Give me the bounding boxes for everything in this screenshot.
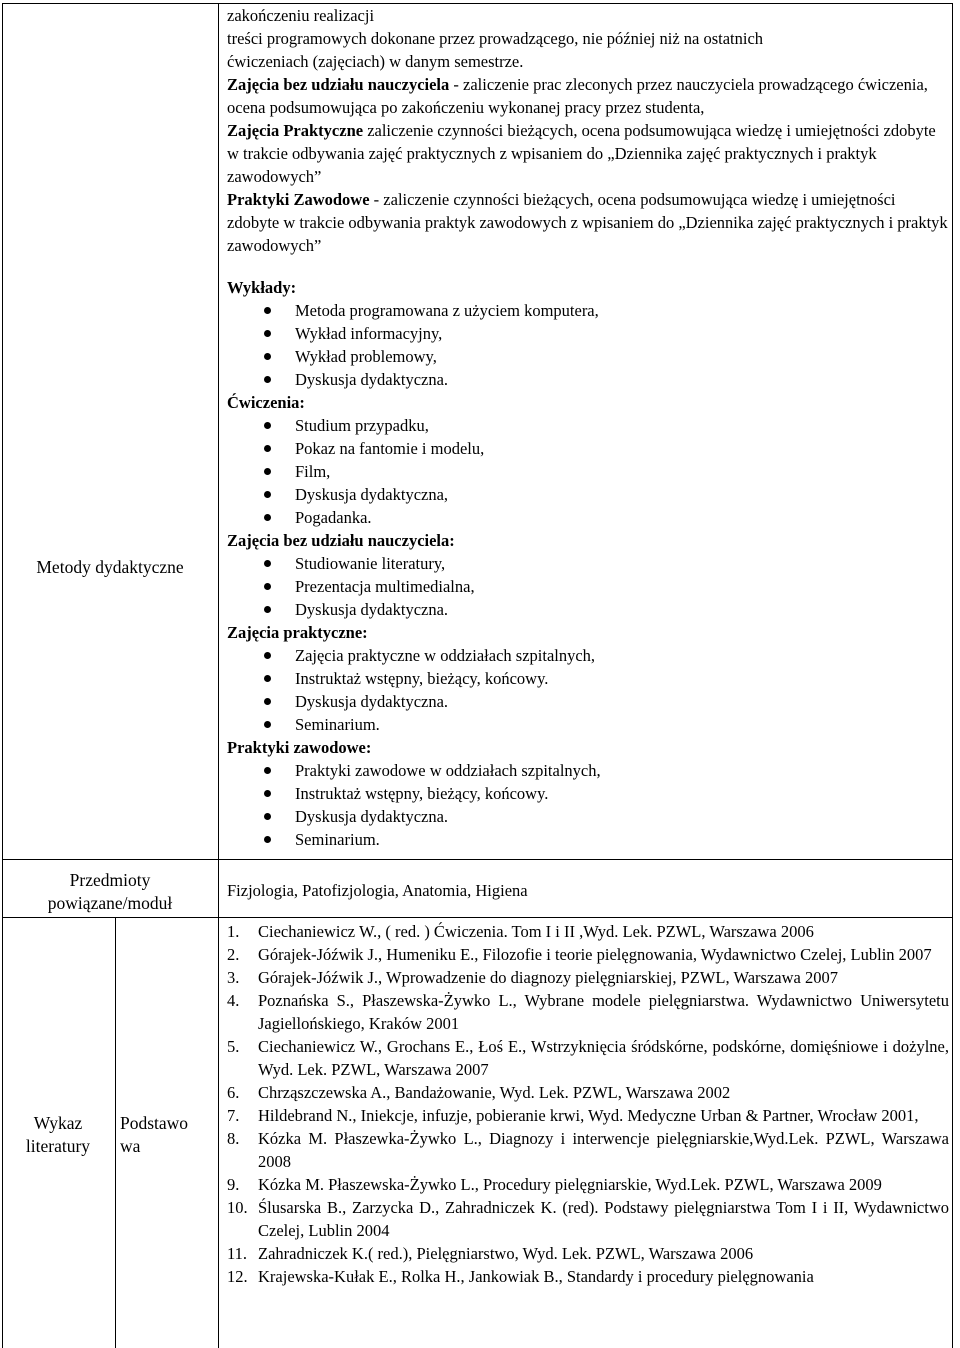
list-item: Dyskusja dydaktyczna. [227,598,951,621]
reference-item [227,1127,949,1173]
paragraph-bez-udzialu [227,73,951,119]
list-item: Studium przypadku, [227,414,951,437]
podstawowa-label [120,1112,210,1158]
paragraph-head: Praktyki Zawodowe [227,190,370,209]
literatura-cell [227,920,949,1288]
list-item: Seminarium. [227,828,951,851]
przedmioty-text: Fizjologia, Patofizjologia, Anatomia, Higiena [227,881,528,900]
podstawowa-text: Podstawowa [120,1113,189,1156]
table-column-divider [218,3,219,1348]
row-divider-przedmioty [2,917,953,918]
reference-text: Krajewska-Kułak E., Rolka H., Jankowiak B., Standardy i procedury pielęgnowania [258,1267,814,1286]
section-heading: Wykłady: [227,278,297,297]
literatura-list [227,920,949,1288]
list-item: Metoda programowana z użyciem komputera, [227,299,951,322]
list-item: Seminarium. [227,713,951,736]
list-item: Dyskusja dydaktyczna. [227,805,951,828]
reference-text: Kózka M. Płaszewska-Żywko L., Procedury pielęgniarskie, Wyd.Lek. PZWL, Warszawa 2009 [258,1175,882,1194]
praktyczne-list [227,644,951,736]
list-item: Pokaz na fantomie i modelu, [227,437,951,460]
text-line: treści programowych dokonane przez prowadzącego, nie później niż na ostatnich [227,29,764,48]
paragraph-body: - zaliczenie prac zleconych przez nauczyciela prowadzącego ćwiczenia, ocena podsumowująca po zakończeniu wykonanej pracy przez studenta, [227,75,928,117]
reference-number: 1. [227,922,240,941]
reference-item [227,1242,949,1265]
reference-text: Górajek-Jóźwik J., Humeniku E., Filozofie i teorie pielęgnowania, Wydawnictwo Czelej, Lublin 2007 [258,945,932,964]
paragraph-head: Zajęcia Praktyczne [227,121,364,140]
reference-number: 12. [227,1267,248,1286]
reference-item [227,1104,949,1127]
reference-item [227,1196,949,1242]
reference-item [227,989,949,1035]
reference-number: 4. [227,991,240,1010]
text-line: ćwiczeniach (zajęciach) w danym semestrze. [227,52,524,71]
table-border-left [2,3,3,1348]
list-item: Studiowanie literatury, [227,552,951,575]
reference-item [227,1265,949,1288]
subcolumn-divider [115,917,116,1348]
text-line: zakończeniu realizacji [227,6,375,25]
reference-number: 10. [227,1198,248,1217]
section-heading: Ćwiczenia: [227,393,305,412]
reference-number: 2. [227,945,240,964]
reference-number: 9. [227,1175,240,1194]
reference-item [227,1035,949,1081]
zawodowe-list [227,759,951,851]
reference-text: Ciechaniewicz W., ( red. ) Ćwiczenia. Tom I i II ,Wyd. Lek. PZWL, Warszawa 2006 [258,922,814,941]
list-item: Dyskusja dydaktyczna, [227,483,951,506]
reference-text: Górajek-Jóźwik J., Wprowadzenie do diagnozy pielęgniarskiej, PZWL, Warszawa 2007 [258,968,838,987]
list-item: Instruktaż wstępny, bieżący, końcowy. [227,667,951,690]
reference-number: 11. [227,1244,248,1263]
section-heading: Zajęcia bez udziału nauczyciela: [227,531,455,550]
table-border-right [952,3,953,1348]
paragraph-praktyczne [227,119,951,188]
cwiczenia-list [227,414,951,529]
list-item: Film, [227,460,951,483]
paragraph-body: zaliczenie czynności bieżących, ocena podsumowująca wiedzę i umiejętności zdobyte w trakcie odbywania zajęć praktycznych z wpisaniem do „Dziennika zajęć praktycznych i praktyk zawodowych” [227,121,936,186]
row-divider-metody [2,859,953,860]
list-item: Instruktaż wstępny, bieżący, końcowy. [227,782,951,805]
list-item: Dyskusja dydaktyczna. [227,368,951,391]
przedmioty-powiazane-label: Przedmioty powiązane/moduł [47,870,173,913]
zaliczenie-block [227,4,951,257]
list-item: Wykład informacyjny, [227,322,951,345]
reference-text: Ciechaniewicz W., Grochans E., Łoś E., Wstrzyknięcia śródskórne, podskórne, domięśniowe i dożylne, Wyd. Lek. PZWL, Warszawa 2007 [258,1037,949,1079]
list-item: Prezentacja multimedialna, [227,575,951,598]
reference-number: 5. [227,1037,240,1056]
paragraph-body: - zaliczenie czynności bieżących, ocena podsumowująca wiedzę i umiejętności zdobyte w trakcie odbywania praktyk zawodowych z wpisaniem do „Dziennika zajęć praktycznych i praktyk zawodowych” [227,190,948,255]
reference-text: Kózka M. Płaszewka-Żywko L., Diagnozy i interwencje pielęgniarskie,Wyd.Lek. PZWL, Warszawa 2008 [258,1129,949,1171]
reference-item [227,1173,949,1196]
reference-text: Zahradniczek K.( red.), Pielęgniarstwo, Wyd. Lek. PZWL, Warszawa 2006 [258,1244,754,1263]
list-item: Pogadanka. [227,506,951,529]
section-heading: Zajęcia praktyczne: [227,623,368,642]
wykaz-literatury-label: Wykaz literatury [25,1113,91,1156]
reference-number: 3. [227,968,240,987]
list-item: Praktyki zawodowe w oddziałach szpitalnych, [227,759,951,782]
reference-item [227,1081,949,1104]
reference-text: Chrząszczewska A., Bandażowanie, Wyd. Lek. PZWL, Warszawa 2002 [258,1083,731,1102]
przedmioty-cell [227,879,951,902]
reference-text: Poznańska S., Płaszewska-Żywko L., Wybrane modele pielęgniarstwa. Wydawnictwo Uniwersytetu Jagiellońskiego, Kraków 2001 [258,991,949,1033]
reference-text: Ślusarska B., Zarzycka D., Zahradniczek K. (red). Podstawy pielęgniarstwa Tom I i II, Wydawnictwo Czelej, Lublin 2004 [258,1198,949,1240]
bez-udzialu-list [227,552,951,621]
list-item: Wykład problemowy, [227,345,951,368]
reference-item [227,943,949,966]
list-item: Zajęcia praktyczne w oddziałach szpitalnych, [227,644,951,667]
wyklady-list [227,299,951,391]
paragraph-head: Zajęcia bez udziału nauczyciela [227,75,450,94]
paragraph-zawodowe [227,188,951,257]
reference-item [227,920,949,943]
reference-number: 8. [227,1129,240,1148]
section-heading: Praktyki zawodowe: [227,738,372,757]
metody-block [227,276,951,851]
reference-number: 6. [227,1083,240,1102]
metody-dydaktyczne-label: Metody dydaktyczne [36,557,184,577]
reference-text: Hildebrand N., Iniekcje, infuzje, pobieranie krwi, Wyd. Medyczne Urban & Partner, Wrocław 2001, [258,1106,919,1125]
reference-item [227,966,949,989]
reference-number: 7. [227,1106,240,1125]
list-item: Dyskusja dydaktyczna. [227,690,951,713]
